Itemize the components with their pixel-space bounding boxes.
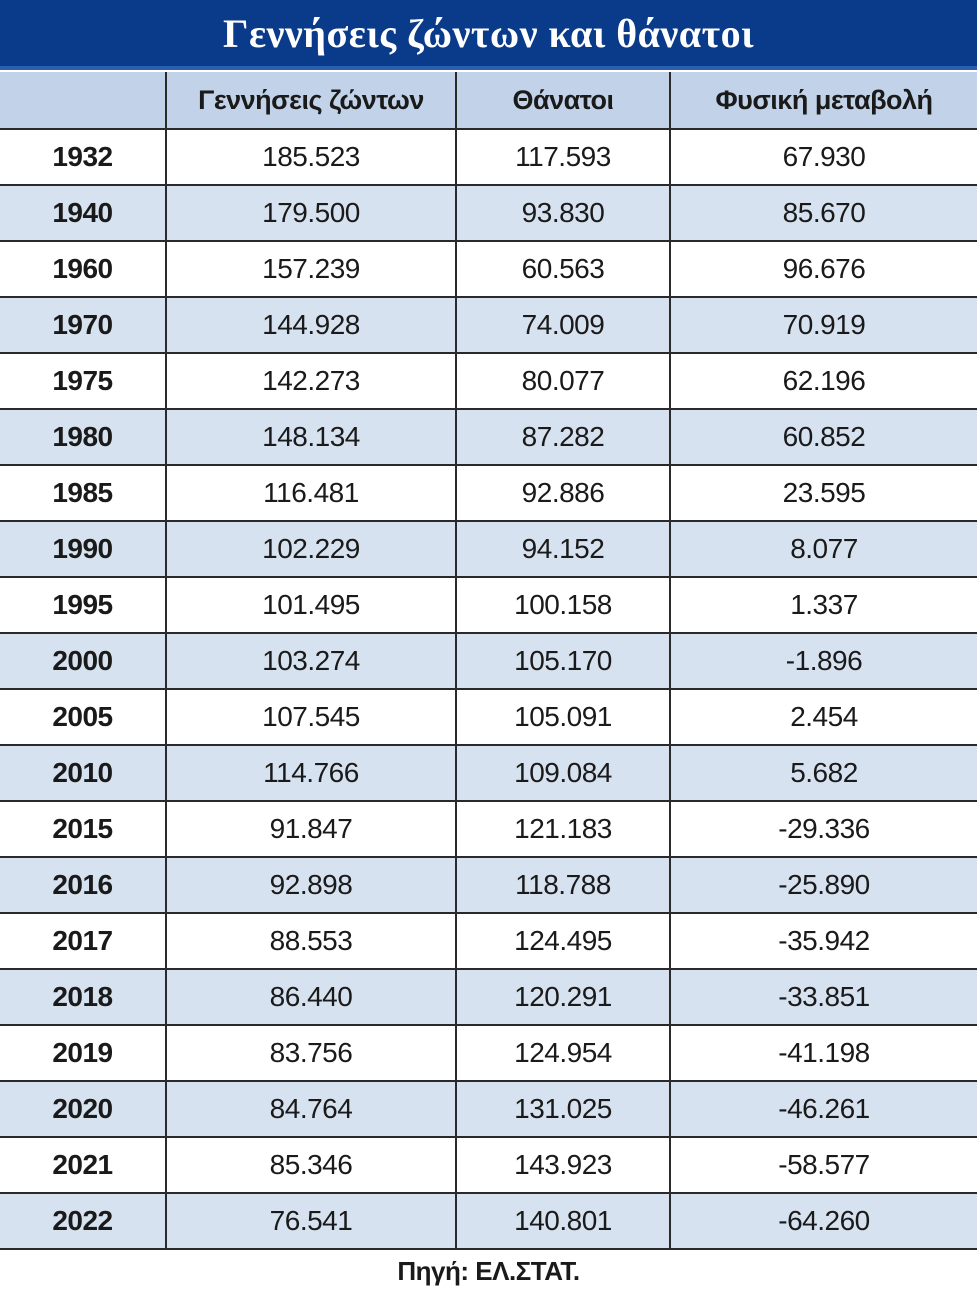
births-cell: 116.481 xyxy=(166,465,456,521)
births-cell: 92.898 xyxy=(166,857,456,913)
table-row xyxy=(0,297,977,353)
deaths-cell: 80.077 xyxy=(456,353,670,409)
year-cell: 2021 xyxy=(0,1137,166,1193)
births-cell: 114.766 xyxy=(166,745,456,801)
table-row xyxy=(0,409,977,465)
births-cell: 86.440 xyxy=(166,969,456,1025)
deaths-cell: 140.801 xyxy=(456,1193,670,1249)
year-cell: 1960 xyxy=(0,241,166,297)
deaths-cell: 131.025 xyxy=(456,1081,670,1137)
births-cell: 157.239 xyxy=(166,241,456,297)
header-births: Γεννήσεις ζώντων xyxy=(166,72,456,129)
deaths-cell: 74.009 xyxy=(456,297,670,353)
natural-change-cell: -33.851 xyxy=(670,969,977,1025)
table-row xyxy=(0,521,977,577)
deaths-cell: 124.954 xyxy=(456,1025,670,1081)
deaths-cell: 118.788 xyxy=(456,857,670,913)
year-cell: 1990 xyxy=(0,521,166,577)
natural-change-cell: 96.676 xyxy=(670,241,977,297)
year-cell: 2000 xyxy=(0,633,166,689)
deaths-cell: 60.563 xyxy=(456,241,670,297)
year-cell: 2005 xyxy=(0,689,166,745)
table-row xyxy=(0,857,977,913)
natural-change-cell: -58.577 xyxy=(670,1137,977,1193)
year-cell: 1995 xyxy=(0,577,166,633)
births-cell: 84.764 xyxy=(166,1081,456,1137)
table-row xyxy=(0,633,977,689)
natural-change-cell: -1.896 xyxy=(670,633,977,689)
births-cell: 107.545 xyxy=(166,689,456,745)
deaths-cell: 105.170 xyxy=(456,633,670,689)
deaths-cell: 124.495 xyxy=(456,913,670,969)
births-cell: 144.928 xyxy=(166,297,456,353)
natural-change-cell: 70.919 xyxy=(670,297,977,353)
natural-change-cell: -25.890 xyxy=(670,857,977,913)
table-row xyxy=(0,129,977,185)
births-cell: 185.523 xyxy=(166,129,456,185)
year-cell: 1975 xyxy=(0,353,166,409)
year-cell: 1985 xyxy=(0,465,166,521)
natural-change-cell: -35.942 xyxy=(670,913,977,969)
births-cell: 179.500 xyxy=(166,185,456,241)
natural-change-cell: 60.852 xyxy=(670,409,977,465)
births-cell: 83.756 xyxy=(166,1025,456,1081)
table-row xyxy=(0,745,977,801)
natural-change-cell: -46.261 xyxy=(670,1081,977,1137)
year-cell: 2017 xyxy=(0,913,166,969)
births-cell: 142.273 xyxy=(166,353,456,409)
deaths-cell: 87.282 xyxy=(456,409,670,465)
title-bar xyxy=(0,0,977,70)
natural-change-cell: 8.077 xyxy=(670,521,977,577)
births-cell: 76.541 xyxy=(166,1193,456,1249)
births-cell: 85.346 xyxy=(166,1137,456,1193)
source-note: Πηγή: ΕΛ.ΣΤΑΤ. xyxy=(397,1256,580,1286)
table-row xyxy=(0,1025,977,1081)
table-row xyxy=(0,1081,977,1137)
deaths-cell: 120.291 xyxy=(456,969,670,1025)
births-cell: 103.274 xyxy=(166,633,456,689)
deaths-cell: 143.923 xyxy=(456,1137,670,1193)
natural-change-cell: 1.337 xyxy=(670,577,977,633)
header-deaths: Θάνατοι xyxy=(456,72,670,129)
births-cell: 88.553 xyxy=(166,913,456,969)
year-cell: 2018 xyxy=(0,969,166,1025)
header-year xyxy=(0,72,166,129)
births-cell: 101.495 xyxy=(166,577,456,633)
table-row xyxy=(0,1193,977,1249)
deaths-cell: 93.830 xyxy=(456,185,670,241)
year-cell: 2020 xyxy=(0,1081,166,1137)
year-cell: 1970 xyxy=(0,297,166,353)
natural-change-cell: 67.930 xyxy=(670,129,977,185)
deaths-cell: 100.158 xyxy=(456,577,670,633)
natural-change-cell: 85.670 xyxy=(670,185,977,241)
table-body xyxy=(0,129,977,1249)
table-row xyxy=(0,689,977,745)
year-cell: 1980 xyxy=(0,409,166,465)
table-row xyxy=(0,185,977,241)
natural-change-cell: 62.196 xyxy=(670,353,977,409)
deaths-cell: 117.593 xyxy=(456,129,670,185)
deaths-cell: 121.183 xyxy=(456,801,670,857)
deaths-cell: 94.152 xyxy=(456,521,670,577)
table-row xyxy=(0,353,977,409)
year-cell: 2019 xyxy=(0,1025,166,1081)
table-row xyxy=(0,241,977,297)
births-cell: 148.134 xyxy=(166,409,456,465)
year-cell: 1932 xyxy=(0,129,166,185)
table-row xyxy=(0,1137,977,1193)
page-title: Γεννήσεις ζώντων και θάνατοι xyxy=(223,10,754,56)
natural-change-cell: 5.682 xyxy=(670,745,977,801)
natural-change-cell: -64.260 xyxy=(670,1193,977,1249)
table-row xyxy=(0,465,977,521)
deaths-cell: 105.091 xyxy=(456,689,670,745)
header-natural-change: Φυσική μεταβολή xyxy=(670,72,977,129)
header-row xyxy=(0,72,977,129)
table-row xyxy=(0,577,977,633)
natural-change-cell: -29.336 xyxy=(670,801,977,857)
natural-change-cell: 23.595 xyxy=(670,465,977,521)
year-cell: 2010 xyxy=(0,745,166,801)
year-cell: 2016 xyxy=(0,857,166,913)
year-cell: 2015 xyxy=(0,801,166,857)
year-cell: 1940 xyxy=(0,185,166,241)
year-cell: 2022 xyxy=(0,1193,166,1249)
births-cell: 91.847 xyxy=(166,801,456,857)
table-row xyxy=(0,801,977,857)
natural-change-cell: -41.198 xyxy=(670,1025,977,1081)
deaths-cell: 92.886 xyxy=(456,465,670,521)
table-row xyxy=(0,913,977,969)
deaths-cell: 109.084 xyxy=(456,745,670,801)
table-row xyxy=(0,969,977,1025)
births-cell: 102.229 xyxy=(166,521,456,577)
natural-change-cell: 2.454 xyxy=(670,689,977,745)
data-table xyxy=(0,72,977,1250)
